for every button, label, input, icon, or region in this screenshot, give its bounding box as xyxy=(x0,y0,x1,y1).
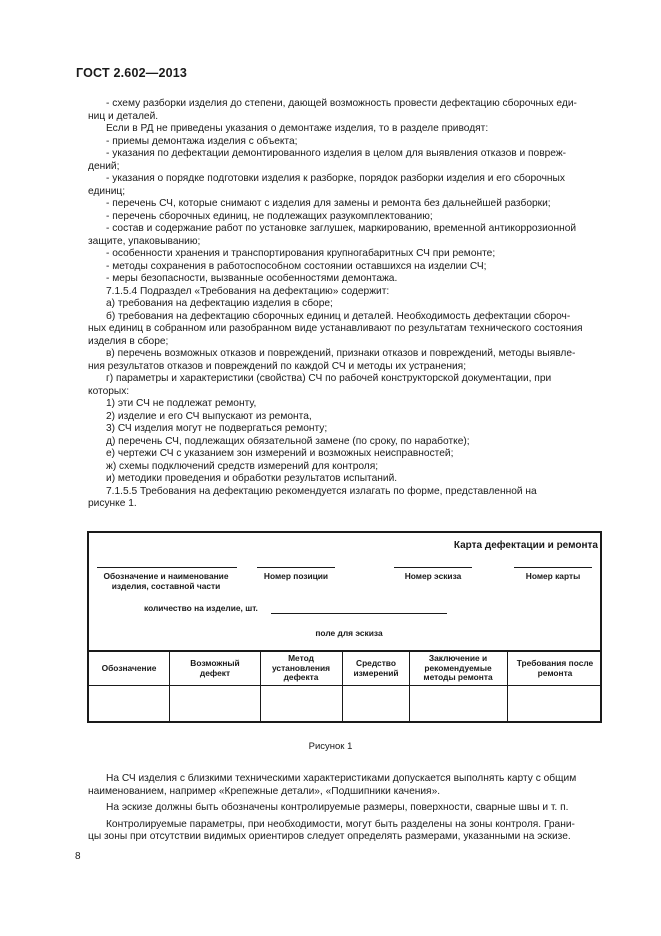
defect-card-form xyxy=(87,531,602,723)
text-line: Если в РД не приведены указания о демонтаже изделия, то в разделе приводят: xyxy=(106,123,489,134)
text-line: На эскизе должны быть обозначены контролируемые размеры, поверхности, сварные швы и т. п. xyxy=(106,802,569,813)
text-line: 1) эти СЧ не подлежат ремонту, xyxy=(106,398,257,409)
text-line: Контролируемые параметры, при необходимости, могут быть разделены на зоны контроля. Грани- xyxy=(106,818,575,830)
text-line: в) перечень возможных отказов и повреждений, признаки отказов и повреждений, методы выявле- xyxy=(106,348,576,359)
text-line: - указания о порядке подготовки изделия к разборке, порядок разборки изделия и его сборочных xyxy=(106,173,565,184)
text-line: - перечень СЧ, которые снимают с изделия для замены и ремонта без дальнейшей разборки; xyxy=(106,198,551,209)
card-number-field-label: Номер карты xyxy=(525,571,581,581)
lower-text xyxy=(88,773,615,844)
text-line: изделия в сборе; xyxy=(88,335,169,347)
text-line: г) параметры и характеристики (свойства) СЧ по рабочей конструкторской документации, при xyxy=(106,373,552,384)
text-line: 7.1.5.4 Подраздел «Требования на дефектацию» содержит: xyxy=(106,285,390,297)
defect-table xyxy=(89,650,600,723)
text-line: - схему разборки изделия до степени, дающей возможность провести дефектацию сборочных еди- xyxy=(106,98,577,109)
column-divider xyxy=(507,652,508,723)
text-line: 2) изделие и его СЧ выпускают из ремонта, xyxy=(106,410,312,422)
text-line: ж) схемы подключений средств измерений для контроля; xyxy=(106,460,379,472)
column-header: Обозначение xyxy=(101,662,157,673)
column-header: Возможный дефект xyxy=(190,658,240,678)
sketch-number-field-label: Номер эскиза xyxy=(404,571,462,581)
text-line: - перечень сборочных единиц, не подлежащих разукомплектованию; xyxy=(106,210,433,222)
text-line: цы зоны при отсутствии видимых ориентиров следует определять размерами, указанными на эскизе. xyxy=(88,831,571,842)
sketch-number-underline xyxy=(394,567,472,568)
text-line: 3) СЧ изделия могут не подвергаться ремонту; xyxy=(106,423,328,434)
column-header: Заключение и рекомендуемые методы ремонта xyxy=(423,653,493,683)
quantity-label: количество на изделие, шт. xyxy=(144,603,258,613)
column-header: Требования после ремонта xyxy=(516,658,594,678)
body-text xyxy=(88,98,615,511)
figure-caption: Рисунок 1 xyxy=(308,741,353,752)
page-number: 8 xyxy=(75,851,81,862)
column-divider xyxy=(342,652,343,723)
text-line: ных единиц в собранном или разобранном виде устанавливают по результатам технического состояния xyxy=(88,323,583,334)
position-field-label: Номер позиции xyxy=(263,571,329,581)
text-line: дений; xyxy=(88,160,120,172)
designation-field-label: Обозначение и наименование изделия, составной части xyxy=(103,571,229,591)
text-line: е) чертежи СЧ с указанием зон измерений и возможных неисправностей; xyxy=(106,448,454,459)
text-line: - состав и содержание работ по установке заглушек, маркированию, временной антикоррозионной xyxy=(106,223,577,234)
text-line: которых: xyxy=(88,385,130,397)
sketch-area-label: поле для эскиза xyxy=(315,628,383,638)
column-header: Метод установления дефекта xyxy=(271,653,331,683)
text-line: 7.1.5.5 Требования на дефектацию рекомендуется излагать по форме, представленной на xyxy=(106,485,537,497)
text-line: - приемы демонтажа изделия с объекта; xyxy=(106,135,298,147)
text-line: - методы сохранения в работоспособном состоянии оставшихся на изделии СЧ; xyxy=(106,260,487,272)
text-line: б) требования на дефектацию сборочных единиц и деталей. Необходимость дефектации сбороч- xyxy=(106,310,571,322)
column-divider xyxy=(409,652,410,723)
header-separator xyxy=(89,685,600,686)
column-header: Средство измерений xyxy=(353,658,399,678)
text-line: - указания по дефектации демонтированного изделия в целом для выявления отказов и повреж- xyxy=(106,148,567,159)
column-divider xyxy=(169,652,170,723)
text-line: ния результатов отказов и повреждений по каждой СЧ и методы их устранения; xyxy=(88,360,467,372)
text-line: - особенности хранения и транспортирования крупногабаритных СЧ при ремонте; xyxy=(106,248,496,259)
text-line: рисунке 1. xyxy=(88,498,137,509)
text-line: - меры безопасности, вызванные особенностями демонтажа. xyxy=(106,273,398,284)
text-line: единиц; xyxy=(88,185,126,197)
text-line: а) требования на дефектацию изделия в сборе; xyxy=(106,298,333,309)
designation-underline xyxy=(97,567,237,568)
column-divider xyxy=(260,652,261,723)
document-header: ГОСТ 2.602—2013 xyxy=(76,66,188,80)
text-line: ниц и деталей. xyxy=(88,110,159,122)
quantity-underline xyxy=(271,613,447,614)
form-title: Карта дефектации и ремонта xyxy=(453,540,598,551)
position-underline xyxy=(257,567,335,568)
card-number-underline xyxy=(514,567,592,568)
text-line: д) перечень СЧ, подлежащих обязательной замене (по сроку, по наработке); xyxy=(106,435,470,447)
text-line: защите, упаковыванию; xyxy=(88,235,201,247)
text-line: наименованием, например «Крепежные детали», «Подшипники качения». xyxy=(88,785,441,797)
text-line: и) методики проведения и обработки результатов испытаний. xyxy=(106,473,398,484)
text-line: На СЧ изделия с близкими техническими характеристиками допускается выполнять карту с общим xyxy=(106,773,577,784)
